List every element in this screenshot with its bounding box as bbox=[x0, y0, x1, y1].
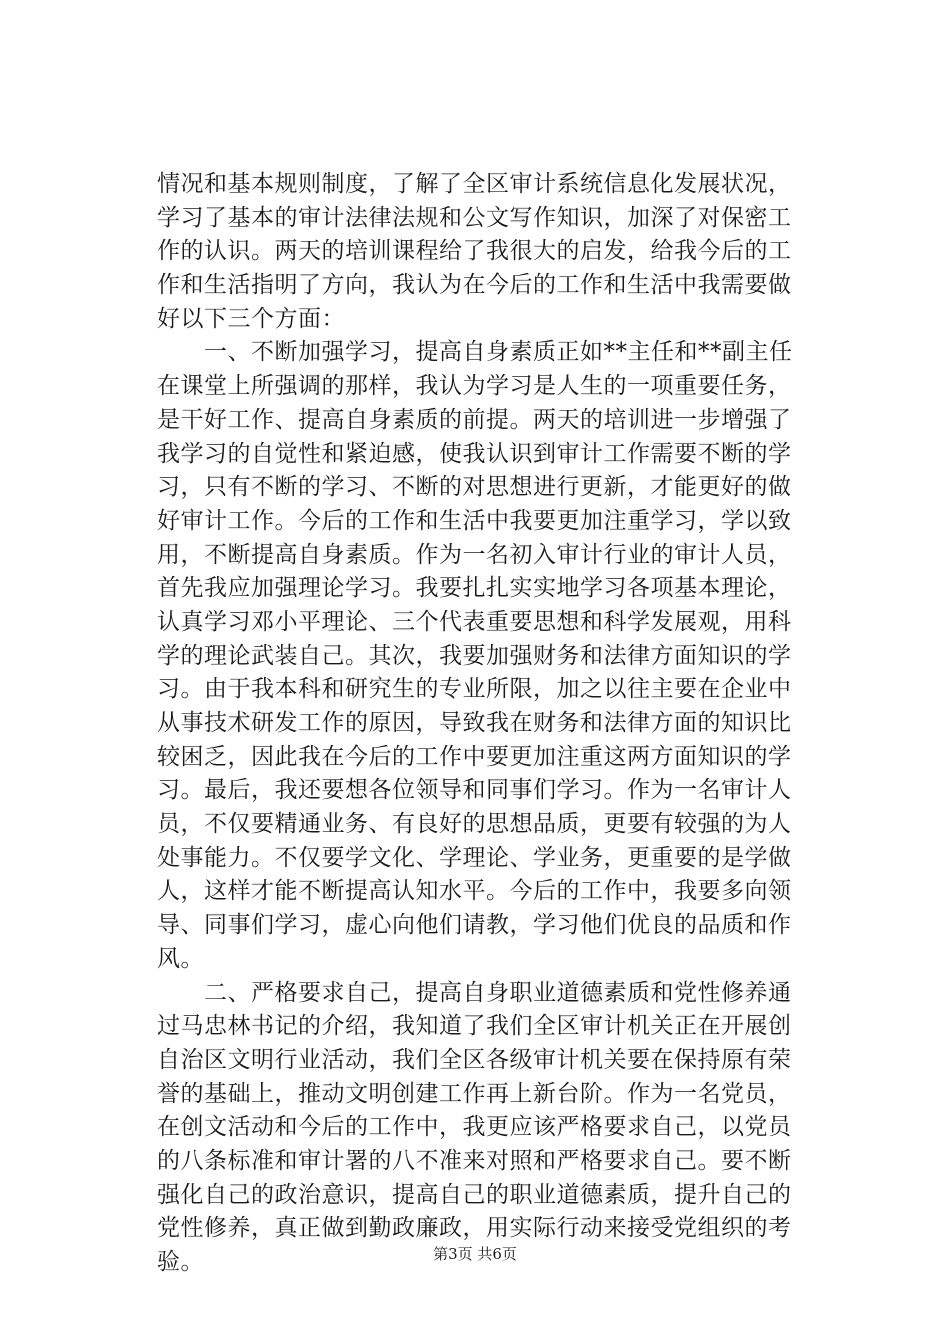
text-line: 处事能力。不仅要学文化、学理论、学业务，更重要的是学做 bbox=[157, 844, 792, 871]
text-line: 在课堂上所强调的那样，我认为学习是人生的一项重要任务， bbox=[157, 373, 792, 400]
text-line: 用，不断提高自身素质。作为一名初入审计行业的审计人员， bbox=[157, 541, 792, 568]
text-line: 党性修养，真正做到勤政廉政，用实际行动来接受党组织的考 bbox=[157, 1215, 792, 1242]
text-line: 验。 bbox=[157, 1249, 204, 1275]
text-line: 作和生活指明了方向，我认为在今后的工作和生活中我需要做 bbox=[157, 272, 792, 299]
body-text bbox=[157, 168, 807, 1280]
text-line: 认真学习邓小平理论、三个代表重要思想和科学发展观，用科 bbox=[157, 608, 792, 635]
text-line: 好以下三个方面： bbox=[157, 305, 345, 332]
text-line: 导、同事们学习，虚心向他们请教，学习他们优良的品质和作 bbox=[157, 912, 792, 939]
text-line: 的八条标准和审计署的八不准来对照和严格要求自己。要不断 bbox=[157, 1147, 792, 1174]
text-line: 学的理论武装自己。其次，我要加强财务和法律方面知识的学 bbox=[157, 642, 792, 669]
text-line: 是干好工作、提高自身素质的前提。两天的培训进一步增强了 bbox=[157, 406, 792, 433]
text-line: 在创文活动和今后的工作中，我更应该严格要求自己，以党员 bbox=[157, 1114, 792, 1141]
text-line: 员，不仅要精通业务、有良好的思想品质，更要有较强的为人 bbox=[157, 811, 792, 838]
text-line: 好审计工作。今后的工作和生活中我要更加注重学习，学以致 bbox=[157, 507, 792, 534]
text-line: 二、严格要求自己，提高自身职业道德素质和党性修养通 bbox=[157, 979, 792, 1006]
text-line: 从事技术研发工作的原因，导致我在财务和法律方面的知识比 bbox=[157, 710, 792, 736]
text-line: 风。 bbox=[157, 945, 204, 972]
text-line: 我学习的自觉性和紧迫感，使我认识到审计工作需要不断的学 bbox=[157, 440, 792, 467]
text-line: 习，只有不断的学习、不断的对思想进行更新，才能更好的做 bbox=[157, 474, 792, 501]
text-line: 强化自己的政治意识，提高自己的职业道德素质，提升自己的 bbox=[157, 1181, 792, 1208]
text-line: 一、不断加强学习，提高自身素质正如**主任和**副主任 bbox=[157, 339, 793, 366]
text-line: 作的认识。两天的培训课程给了我很大的启发，给我今后的工 bbox=[157, 238, 792, 265]
text-line: 较困乏，因此我在今后的工作中要更加注重这两方面知识的学 bbox=[157, 743, 792, 770]
text-line: 自治区文明行业活动，我们全区各级审计机关要在保持原有荣 bbox=[157, 1046, 792, 1073]
text-line: 人，这样才能不断提高认知水平。今后的工作中，我要多向领 bbox=[157, 878, 792, 905]
text-line: 誉的基础上，推动文明创建工作再上新台阶。作为一名党员， bbox=[157, 1080, 792, 1107]
text-line: 习。最后，我还要想各位领导和同事们学习。作为一名审计人 bbox=[157, 777, 792, 804]
page-footer: 第3页 共6页 bbox=[433, 1245, 517, 1263]
text-line: 习。由于我本科和研究生的专业所限，加之以往主要在企业中 bbox=[157, 676, 792, 703]
text-line: 情况和基本规则制度，了解了全区审计系统信息化发展状况， bbox=[157, 171, 792, 197]
text-line: 过马忠林书记的介绍，我知道了我们全区审计机关正在开展创 bbox=[157, 1013, 792, 1040]
text-line: 首先我应加强理论学习。我要扎扎实实地学习各项基本理论， bbox=[157, 575, 792, 602]
text-line: 学习了基本的审计法律法规和公文写作知识，加深了对保密工 bbox=[157, 204, 792, 231]
